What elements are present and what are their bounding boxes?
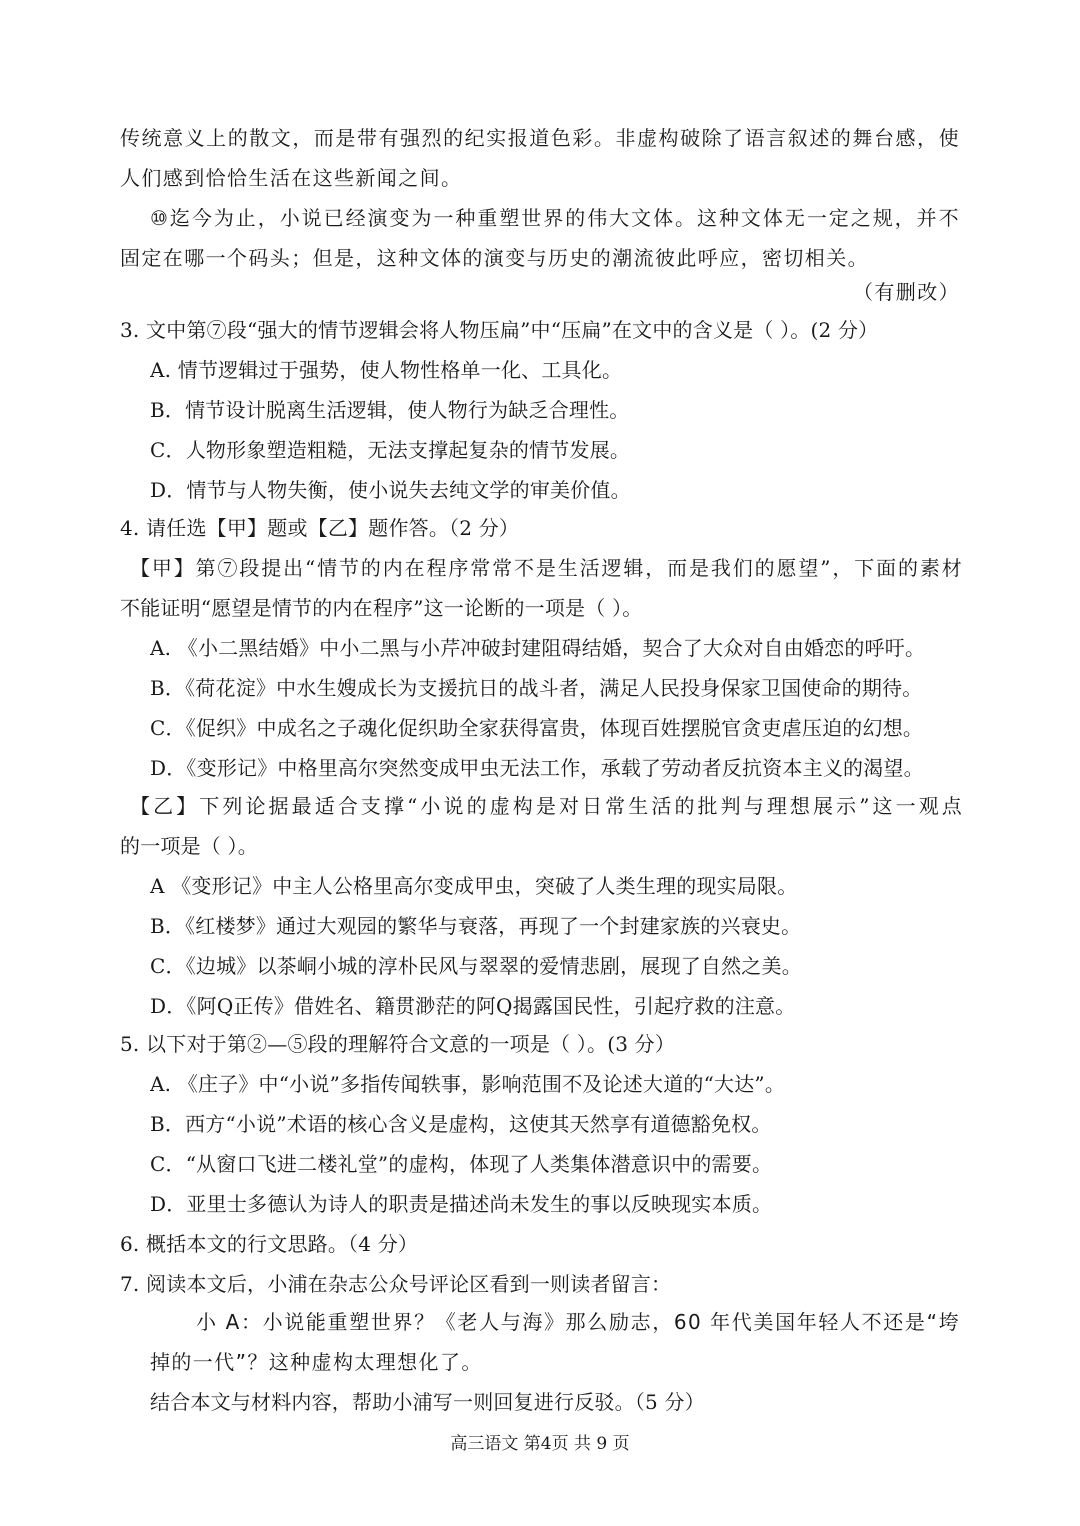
question-4-jia-option-c: C．《促织》中成名之子魂化促织助全家获得富贵，体现百姓摆脱官贪吏虐压迫的幻想。 (150, 716, 924, 740)
question-5-stem: 5. 以下对于第②—⑤段的理解符合文意的一项是（ ）。(3 分） (120, 1032, 676, 1056)
question-3-option-a: A. 情节逻辑过于强势，使人物性格单一化、工具化。 (150, 358, 623, 382)
question-5-option-a: A. 《庄子》中“小说”多指传闻轶事，影响范围不及论述大道的“大达”。 (150, 1072, 786, 1096)
question-3-option-d: D．情节与人物失衡，使小说失去纯文学的审美价值。 (150, 478, 631, 502)
question-4-jia-option-a: A. 《小二黑结婚》中小二黑与小芹冲破封建阻碍结婚，契合了大众对自由婚恋的呼吁。 (150, 636, 926, 660)
source-note: （有删改） (853, 280, 960, 304)
question-5-option-b: B．西方“小说”术语的核心含义是虚构，这使其天然享有道德豁免权。 (150, 1112, 772, 1136)
question-3-option-c: C．人物形象塑造粗糙，无法支撑起复杂的情节发展。 (150, 438, 631, 462)
question-7-task: 结合本文与材料内容，帮助小浦写一则回复进行反驳。（5 分） (150, 1390, 705, 1414)
reader-comment: 小 A：小说能重塑世界？《老人与海》那么励志，60 年代美国年轻人不还是“垮 (196, 1310, 960, 1334)
question-3-option-b: B．情节设计脱离生活逻辑，使人物行为缺乏合理性。 (150, 398, 630, 422)
question-4-yi-option-c: C．《边城》以茶峒小城的淳朴民风与翠翠的爱情悲剧，展现了自然之美。 (150, 954, 802, 978)
question-4-yi-option-d: D．《阿Q正传》借姓名、籍贯渺茫的阿Q揭露国民性，引起疗救的注意。 (150, 994, 796, 1018)
question-4-yi-prompt: 【乙】下列论据最适合支撑“小说的虚构是对日常生活的批判与理想展示”这一观点 (130, 794, 962, 818)
passage-line: 人们感到恰恰生活在这些新闻之间。 (120, 166, 463, 190)
question-4-stem: 4. 请任选【甲】题或【乙】题作答。（2 分） (120, 516, 520, 540)
question-7-stem: 7. 阅读本文后，小浦在杂志公众号评论区看到一则读者留言： (120, 1272, 672, 1296)
passage-paragraph-10: ⑩迄今为止，小说已经演变为一种重塑世界的伟大文体。这种文体无一定之规，并不 (150, 206, 960, 230)
question-5-option-c: C．“从窗口飞进二楼礼堂”的虚构，体现了人类集体潜意识中的需要。 (150, 1152, 773, 1176)
question-4-yi-option-b: B．《红楼梦》通过大观园的繁华与衰落，再现了一个封建家族的兴衰史。 (150, 914, 802, 938)
question-4-yi-option-a: A 《变形记》中主人公格里高尔变成甲虫，突破了人类生理的现实局限。 (150, 874, 798, 898)
question-4-jia-prompt: 不能证明“愿望是情节的内在程序”这一论断的一项是（ ）。 (120, 596, 643, 620)
question-4-yi-prompt: 的一项是（ ）。 (120, 834, 258, 858)
page-footer: 高三语文 第4页 共 9 页 (450, 1434, 630, 1454)
question-4-jia-prompt: 【甲】第⑦段提出“情节的内在程序常常不是生活逻辑，而是我们的愿望”，下面的素材 (130, 556, 962, 580)
passage-line: 固定在哪一个码头；但是，这种文体的演变与历史的潮流彼此呼应，密切相关。 (120, 246, 869, 270)
question-4-jia-option-b: B．《荷花淀》中水生嫂成长为支援抗日的战斗者，满足人民投身保家卫国使命的期待。 (150, 676, 923, 700)
question-6-stem: 6. 概括本文的行文思路。（4 分） (120, 1232, 419, 1256)
question-4-jia-option-d: D．《变形记》中格里高尔突然变成甲虫无法工作，承载了劳动者反抗资本主义的渴望。 (150, 756, 924, 780)
question-3-stem: 3. 文中第⑦段“强大的情节逻辑会将人物压扁”中“压扁”在文中的含义是（ ）。(2 分） (120, 318, 879, 342)
passage-line: 传统意义上的散文，而是带有强烈的纪实报道色彩。非虚构破除了语言叙述的舞台感，使 (120, 126, 960, 150)
reader-comment: 掉的一代”？这种虚构太理想化了。 (150, 1350, 483, 1374)
question-5-option-d: D．亚里士多德认为诗人的职责是描述尚未发生的事以反映现实本质。 (150, 1192, 773, 1216)
